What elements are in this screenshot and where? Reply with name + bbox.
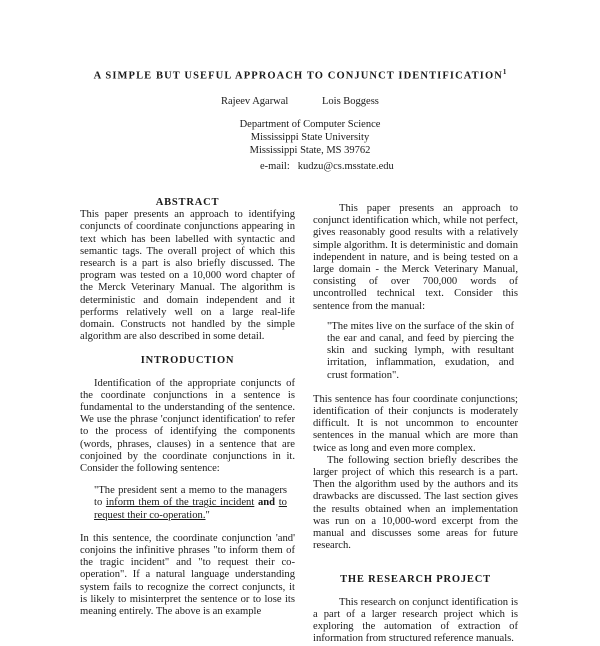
introduction-para-2: In this sentence, the coordinate conjunction 'and' conjoins the infinitive phrases "to inform them of the tragic incident" and "to request their co-operation". If a natural language understanding system fails to recognize the correct conjuncts, it is likely to misinterpret the sentence or to lose its meaning entirely. The above is an example [80, 532, 295, 618]
introduction-heading: INTRODUCTION [140, 355, 235, 367]
author-first: Rajeev Agarwal [221, 96, 289, 107]
right-column [313, 203, 518, 646]
paper-title-text: A SIMPLE BUT USEFUL APPROACH TO CONJUNCT IDENTIFICATION [93, 70, 503, 82]
right-para-2: This sentence has four coordinate conjunctions; identification of their conjuncts is moderately difficult. It is not uncommon to encounter sentences in the manual which are more than twice as long and even more complex. [313, 393, 518, 454]
email-address: kudzu@cs.msstate.edu [297, 161, 394, 172]
affiliation [200, 118, 420, 157]
research-project-heading: THE RESEARCH PROJECT [340, 574, 491, 586]
quote-end: " [205, 509, 210, 521]
abstract-text: This paper presents an approach to identifying conjuncts of coordinate conjunctions appearing in text which has been labelled with syntactic and semantic tags. The overall project of which this research is a part is also briefly discussed. The program was tested on a 10,000 word chapter of the Merck Veterinary Manual. The algorithm is deterministic and domain independent and it performs relatively well on a large real-life domain. Constructs not handled by the simple algorithm are also described in some detail. [80, 209, 295, 343]
title-footnote-mark: 1 [502, 68, 507, 76]
abstract-heading: ABSTRACT [155, 197, 220, 208]
research-project-para-1: This research on conjunct identification is a part of a larger research project which is exploring the automation of extraction of information from structured reference manuals. [313, 596, 518, 645]
email-label: e-mail: [260, 161, 290, 172]
quote-start: "The president sent a memo to the managers to [94, 485, 287, 509]
left-column [80, 197, 295, 618]
email-line [260, 161, 460, 172]
introduction-para-1: Identification of the appropriate conjuncts of the coordinate conjunctions in a sentence is fundamental to the understanding of the sentence. We use the phrase 'conjunct identification' to refer to the process of identifying the components (words, phrases, clauses) in a sentence that are conjoined by the coordinate conjunctions in it. Consider the following sentence: [80, 377, 295, 475]
right-para-1: This paper presents an approach to conjunct identification which, while not perfect, gives reasonably good results with a relatively simple algorithm. It is deterministic and domain independent in nature, and is being tested on a large domain - the Merck Veterinary Manual, consisting of over 700,000 words of uncontrolled technical text. Consider this sentence from the manual: [313, 203, 518, 312]
quote-conjunction: and [257, 497, 276, 509]
affiliation-university: Mississippi State University [250, 132, 370, 143]
quote-underlined-2: to request their co-operation. [94, 497, 287, 521]
right-para-3: The following section briefly describes the larger project of which this research is a part. Then the algorithm used by the authors and its drawbacks are discussed. The last section gives the results obtained when an implementation was run on a 10,000-word excerpt from the manual and discusses some areas for future research. [313, 454, 518, 552]
paper-title [0, 68, 600, 82]
author-second: Lois Boggess [322, 96, 379, 107]
introduction-example-quote [94, 485, 287, 522]
quote-underlined-1: inform them of the tragic incident [105, 497, 255, 509]
affiliation-address: Mississippi State, MS 39762 [249, 145, 371, 156]
affiliation-department: Department of Computer Science [239, 119, 381, 130]
right-example-quote: "The mites live on the surface of the skin of the ear and canal, and feed by piercing the skin and sucking lymph, with resultant irritation, inflammation, exudation, and crust formation". [327, 320, 514, 381]
